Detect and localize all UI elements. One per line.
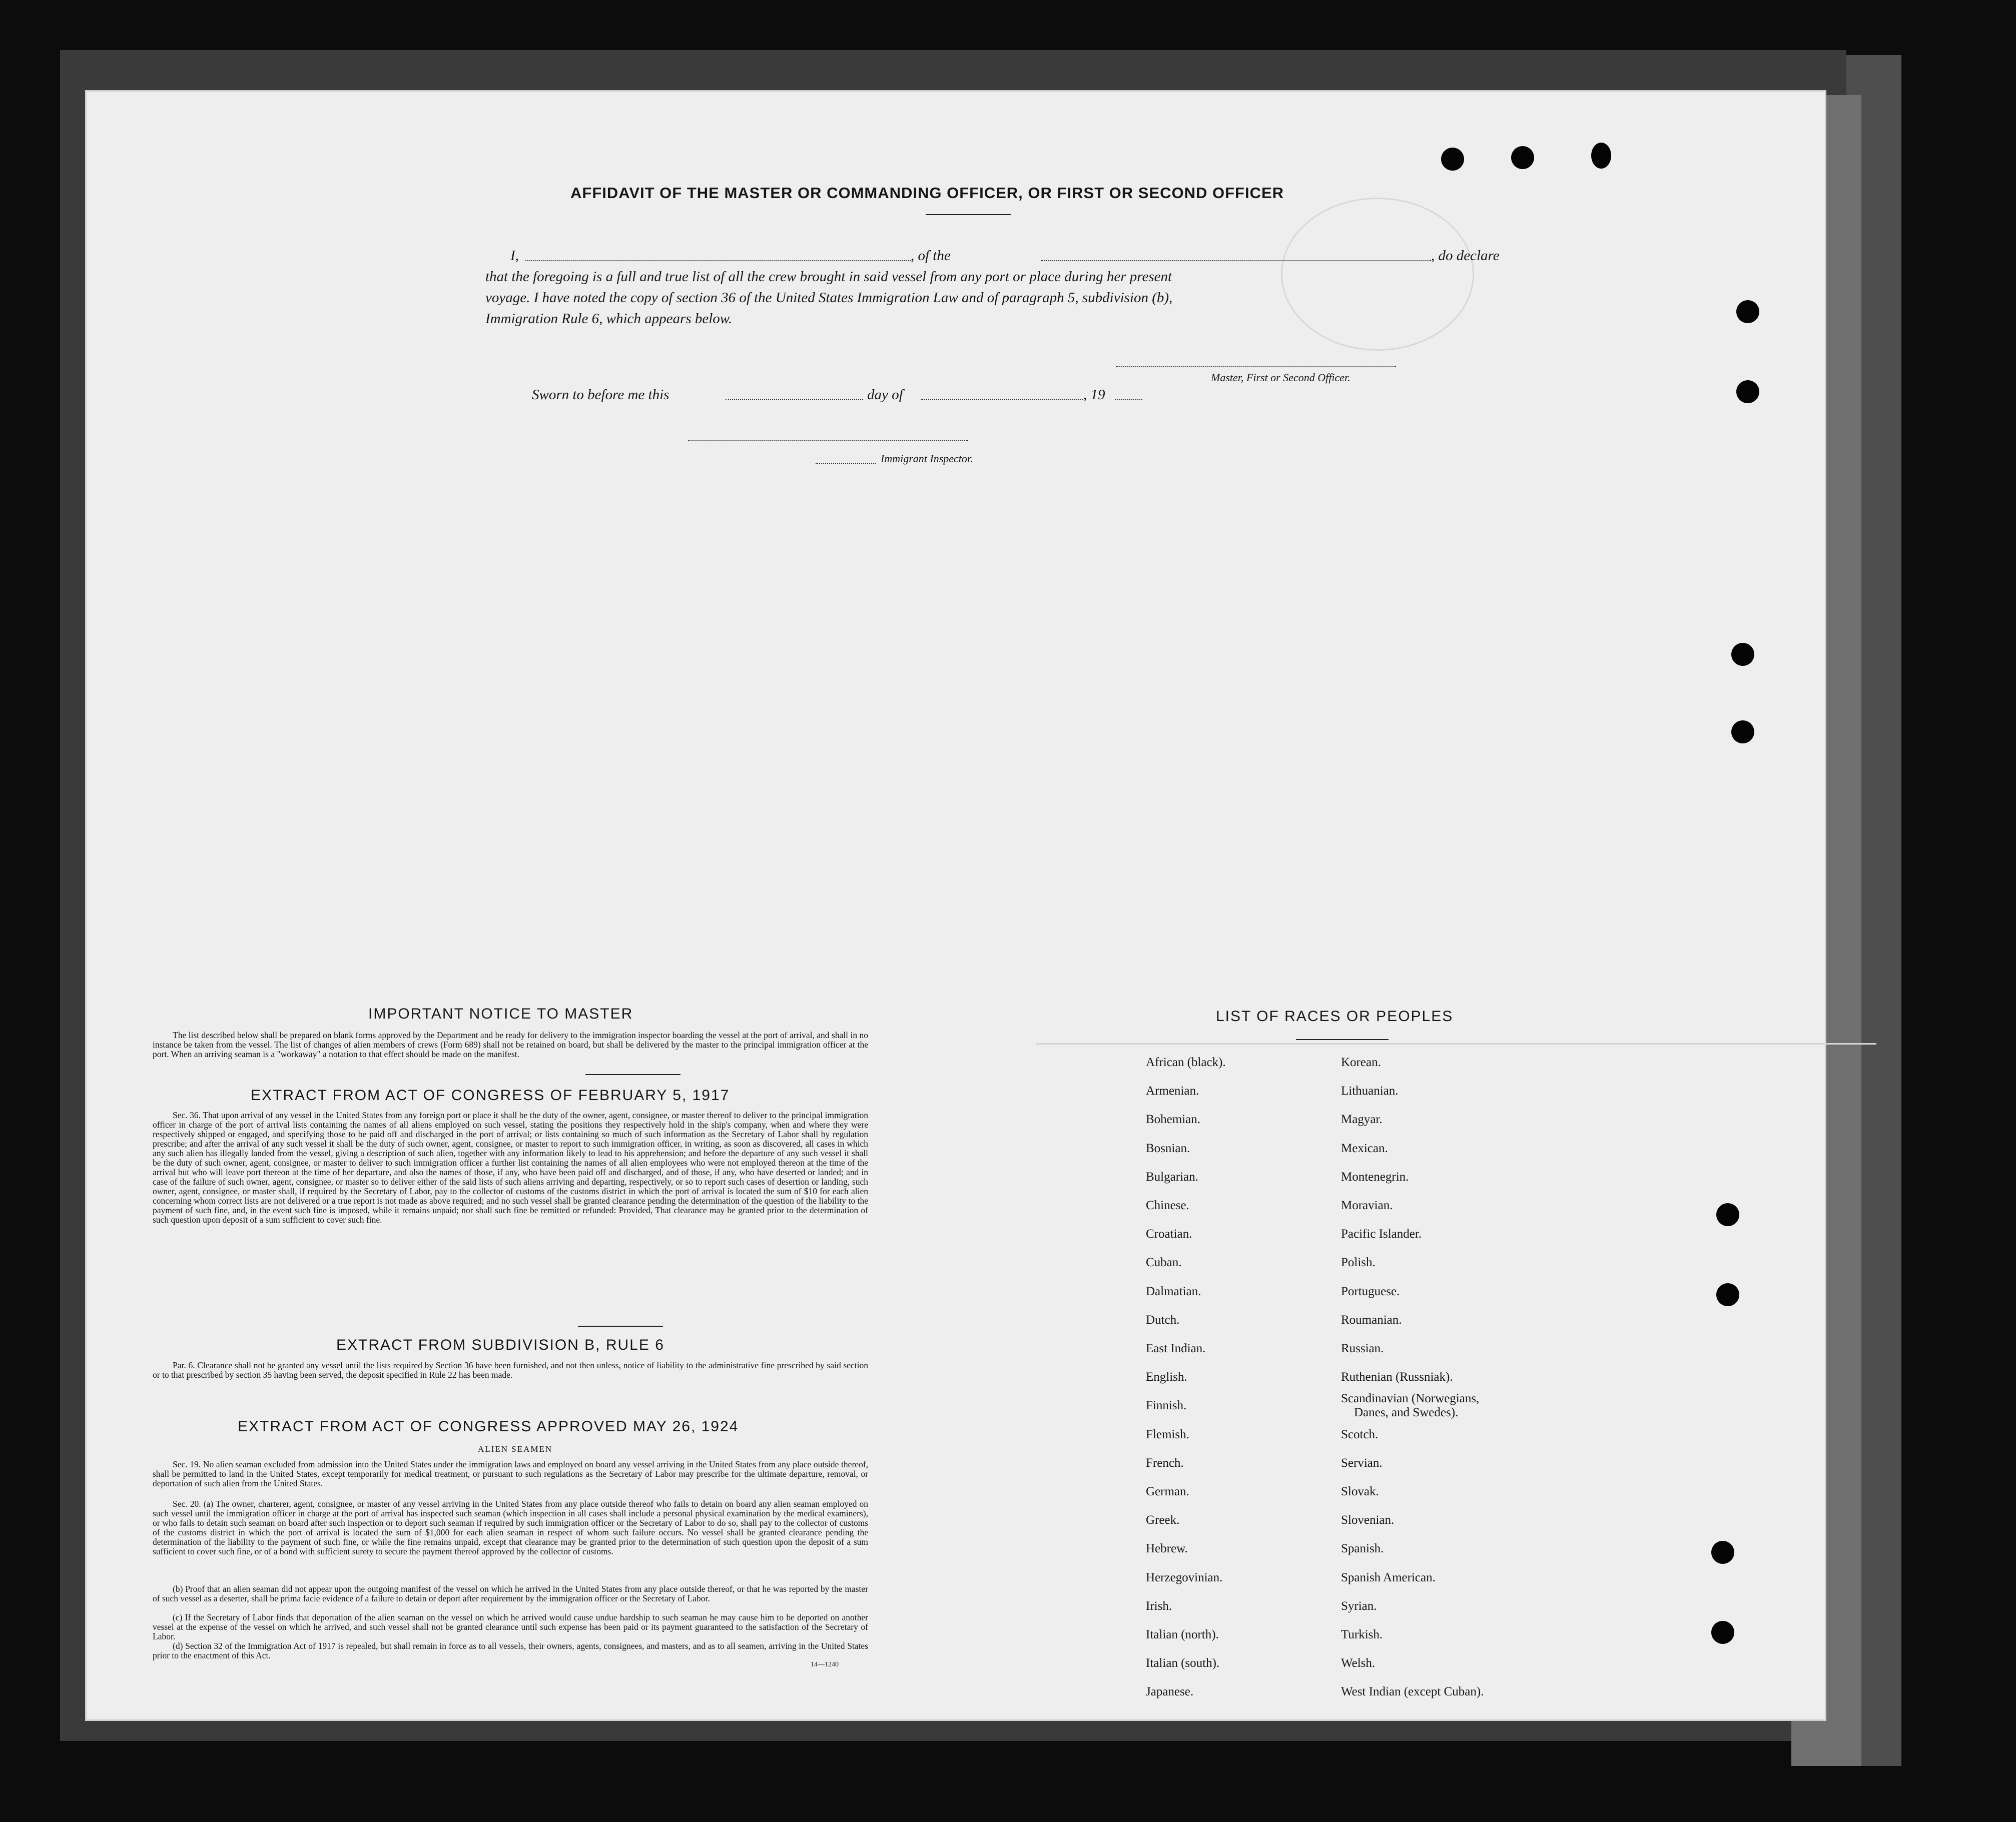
race-item: Korean.: [1341, 1056, 1381, 1069]
race-item: Lithuanian.: [1341, 1084, 1399, 1098]
race-item: West Indian (except Cuban).: [1341, 1685, 1484, 1699]
signature-label: Master, First or Second Officer.: [1211, 371, 1351, 384]
race-item: African (black).: [1146, 1056, 1226, 1069]
punch-hole: [1711, 1621, 1734, 1644]
faded-stamp: [1281, 198, 1474, 351]
race-item: Italian (north).: [1146, 1628, 1219, 1641]
race-item: Chinese.: [1146, 1199, 1189, 1212]
race-item: Spanish American.: [1341, 1570, 1436, 1584]
sworn-year-blank[interactable]: [1115, 399, 1142, 400]
race-item: Flemish.: [1146, 1427, 1189, 1441]
punch-hole: [1736, 300, 1759, 323]
inspector-prefix-blank[interactable]: [816, 463, 876, 464]
race-item: Welsh.: [1341, 1656, 1376, 1670]
extract-1917-text: Sec. 36. That upon arrival of any vessel in the United States from any foreign port or place it shall be the duty of the owner, agent, consignee, or master thereof to deliver to the principal immigration officer in charge of the port of arrival lists containing the names of all aliens employed on such vessel, stating the positions they respectively hold in the ship's company, when and where they were respectively shipped or engaged, and specifying those to be paid off and discharged in the port of arrival; or lists containing so much of such information as the Secretary of Labor shall by regulation prescribe; and after the arrival of any such vessel it shall be the duty of such owner, agent, consignee, or master to report to such immigration officer, in writing, as soon as discovered, all cases in which any such alien has illegally landed from the vessel, giving a description of such alien, together with any information likely to lead to his apprehension; and before the departure of any such vessel it shall be the duty of such owner, agent, consignee, or master to deliver to such immigration officer a further list containing the names of all alien employees who were not employed thereon at the time of the arrival but who will leave port thereon at the time of her departure, and also the names of those, if any, who have been paid off and discharged, and of those, if any, who have deserted or landed; and in case of the failure of such owner, agent, consignee, or master so to deliver either of the said lists of such aliens arriving and departing, respectively, or so to report such cases of desertion or landing, such owner, agent, consignee, or master shall, if required by the Secretary of Labor, pay to the collector of customs of the customs district in which the port of arrival is located the sum of $10 for each alien concerning whom correct lists are not delivered or a true report is not made as above required; and no such vessel shall be granted clearance pending the determination of the question of the liability to the payment of such fine, and, in the event such fine is imposed, while it remains unpaid; nor shall such fine be remitted or refunded: Provided, That clearance may be granted prior to the determination of such question upon deposit of a sum sufficient to cover such fine.: [153, 1110, 868, 1225]
extract-rule6-title: EXTRACT FROM SUBDIVISION B, RULE 6: [336, 1337, 664, 1353]
extract-1917-title: EXTRACT FROM ACT OF CONGRESS OF FEBRUARY 5, 1917: [251, 1087, 730, 1104]
race-item: Turkish.: [1341, 1628, 1383, 1641]
race-item: Magyar.: [1341, 1113, 1383, 1127]
race-item: Herzegovinian.: [1146, 1570, 1223, 1584]
punch-hole: [1511, 146, 1534, 169]
race-item: Slovak.: [1341, 1485, 1379, 1498]
race-item: Ruthenian (Russniak).: [1341, 1370, 1453, 1384]
inspector-signature-blank[interactable]: [688, 440, 968, 441]
extract-1924-subtitle: ALIEN SEAMEN: [478, 1444, 553, 1454]
notice-text: The list described below shall be prepared on blank forms approved by the Department and be ready for delivery to the immigration inspector boarding the vessel at the port of arrival, and shall in no instance be taken from the vessel. The list of changes of alien members of crews (Form 689) shall not be retained on board, but shall be delivered by the master to the principal immigration officer at the port. When an arriving seaman is a "workaway" a notation to that effect should be made on the manifest.: [153, 1030, 868, 1059]
extract-1924-sec20b: (b) Proof that an alien seaman did not appear upon the outgoing manifest of the vessel on which he arrived in the United States from any place outside thereof, or that he was reported by the master of such vessel as a deserter, shall be prima facie evidence of a failure to detain or deport after requirement by the immigration officer or the Secretary of Labor.: [153, 1584, 868, 1603]
race-item: Scotch.: [1341, 1427, 1379, 1441]
form-page: [85, 90, 1826, 1721]
punch-hole: [1711, 1541, 1734, 1564]
race-item: Slovenian.: [1341, 1513, 1395, 1527]
vessel-blank[interactable]: [1041, 260, 1431, 261]
race-item: Mexican.: [1341, 1141, 1388, 1155]
affidavit-line1-prefix: I,: [510, 248, 519, 264]
officer-signature-blank[interactable]: [1116, 366, 1396, 367]
race-item: Bosnian.: [1146, 1141, 1190, 1155]
affidavit-line4: Immigration Rule 6, which appears below.: [485, 311, 733, 327]
form-number: 14—1240: [811, 1661, 839, 1668]
races-title: LIST OF RACES OR PEOPLES: [1216, 1008, 1454, 1025]
extract-rule6-text: Par. 6. Clearance shall not be granted any vessel until the lists required by Section 36 have been furnished, and not then unless, notice of liability to the administrative fine prescribed by said section or to that prescribed by section 35 having been served, the deposit specified in Rule 22 has been made.: [153, 1360, 868, 1380]
notice-title: IMPORTANT NOTICE TO MASTER: [368, 1006, 633, 1022]
sworn-day-blank[interactable]: [726, 399, 863, 400]
race-item: Japanese.: [1146, 1685, 1194, 1699]
race-item: Russian.: [1341, 1342, 1384, 1355]
sworn-day-label: day of: [867, 387, 903, 403]
punch-hole: [1736, 380, 1759, 403]
race-item: Croatian.: [1146, 1227, 1192, 1241]
race-item: Finnish.: [1146, 1399, 1187, 1413]
inspector-label: Immigrant Inspector.: [881, 452, 973, 465]
extract-1924-title: EXTRACT FROM ACT OF CONGRESS APPROVED MAY 26, 1924: [238, 1418, 739, 1435]
extract-1924-sec19: Sec. 19. No alien seaman excluded from admission into the United States under the immigration laws and employed on board any vessel arriving in the United States from any place outside thereof, shall be permitted to land in the United States, except temporarily for medical treatment, or pursuant to such regulations as the Secretary of Labor may prescribe for the ultimate departure, removal, or deportation of such alien from the United States.: [153, 1459, 868, 1488]
sworn-month-blank[interactable]: [921, 399, 1083, 400]
extract-1924-sec20c: (c) If the Secretary of Labor finds that deportation of the alien seaman on the vessel on which he arrived would cause undue hardship to such seaman he may cause him to be deported on another vessel at the expense of the vessel on which he arrived, and such vessel shall not be granted clearance until such expense has been paid or its payment guaranteed to the satisfaction of the Secretary of Labor.: [153, 1612, 868, 1641]
affidavit-line3: voyage. I have noted the copy of section 36 of the United States Immigration Law and of paragraph 5, subdivision (b),: [485, 290, 1173, 306]
race-item: Bohemian.: [1146, 1113, 1201, 1127]
race-item: French.: [1146, 1456, 1184, 1470]
race-item: Montenegrin.: [1341, 1170, 1409, 1184]
race-item: Dutch.: [1146, 1313, 1180, 1327]
race-item: Hebrew.: [1146, 1542, 1188, 1556]
race-item: Irish.: [1146, 1599, 1172, 1613]
race-item: Armenian.: [1146, 1084, 1199, 1098]
punch-hole: [1731, 720, 1754, 743]
race-item: Spanish.: [1341, 1542, 1384, 1556]
race-item: Polish.: [1341, 1256, 1376, 1270]
affidavit-line1-mid: , of the: [911, 248, 951, 264]
race-item-continuation: Danes, and Swedes).: [1354, 1406, 1459, 1420]
section-rule: [585, 1074, 681, 1075]
sworn-prefix: Sworn to before me this: [532, 387, 669, 403]
page-fold: [1036, 1043, 1876, 1045]
sworn-year: , 19: [1083, 387, 1105, 403]
punch-hole: [1591, 143, 1611, 169]
punch-hole: [1716, 1203, 1739, 1226]
race-item: Greek.: [1146, 1513, 1180, 1527]
races-title-rule: [1296, 1039, 1389, 1040]
race-item: East Indian.: [1146, 1342, 1206, 1355]
race-item: Dalmatian.: [1146, 1284, 1201, 1298]
race-item: Italian (south).: [1146, 1656, 1220, 1670]
race-item: Servian.: [1341, 1456, 1383, 1470]
race-item: Cuban.: [1146, 1256, 1182, 1270]
affidavit-line2: that the foregoing is a full and true list of all the crew brought in said vessel from any port or place during her present: [485, 269, 1172, 285]
race-item: English.: [1146, 1370, 1187, 1384]
affidavit-title: AFFIDAVIT OF THE MASTER OR COMMANDING OFFICER, OR FIRST OR SECOND OFFICER: [570, 184, 1284, 202]
section-rule: [578, 1326, 663, 1327]
race-item: Moravian.: [1341, 1199, 1393, 1212]
affidavit-line1-suffix: , do declare: [1431, 248, 1500, 264]
punch-hole: [1716, 1283, 1739, 1306]
race-item: German.: [1146, 1485, 1189, 1498]
race-item: Roumanian.: [1341, 1313, 1402, 1327]
title-rule: [926, 214, 1011, 215]
race-item: Pacific Islander.: [1341, 1227, 1422, 1241]
race-item: Bulgarian.: [1146, 1170, 1198, 1184]
punch-hole: [1731, 643, 1754, 666]
race-item: Syrian.: [1341, 1599, 1377, 1613]
race-item: Scandinavian (Norwegians,: [1341, 1392, 1480, 1406]
extract-1924-sec20d: (d) Section 32 of the Immigration Act of 1917 is repealed, but shall remain in force as to all vessels, their owners, agents, consignees, and masters, and as to all seamen, arriving in the United States prior to the enactment of this Act.: [153, 1641, 868, 1660]
punch-hole: [1441, 148, 1464, 171]
name-blank[interactable]: [525, 260, 911, 261]
race-item: Portuguese.: [1341, 1284, 1400, 1298]
extract-1924-sec20a: Sec. 20. (a) The owner, charterer, agent, consignee, or master of any vessel arriving in the United States from any place outside thereof who fails to detain on board any alien seaman employed on such vessel until the immigration officer in charge at the port of arrival has inspected such seaman (which inspection in all cases shall include a personal physical examination by the medical examiners), or who fails to detain such seaman on board after such inspection or to deport such seaman if required by such immigration officer or the Secretary of Labor to do so, shall pay to the collector of customs of the customs district in which the port of arrival is located the sum of $1,000 for each alien seaman in respect of whom such failure occurs. No vessel shall be granted clearance pending the determination of the liability to the payment of such fine, or while the fine remains unpaid, except that clearance may be granted prior to the determination of such question upon the deposit of a sum sufficient to cover such fine, or of a bond with sufficient surety to secure the payment thereof approved by the collector of customs.: [153, 1499, 868, 1556]
